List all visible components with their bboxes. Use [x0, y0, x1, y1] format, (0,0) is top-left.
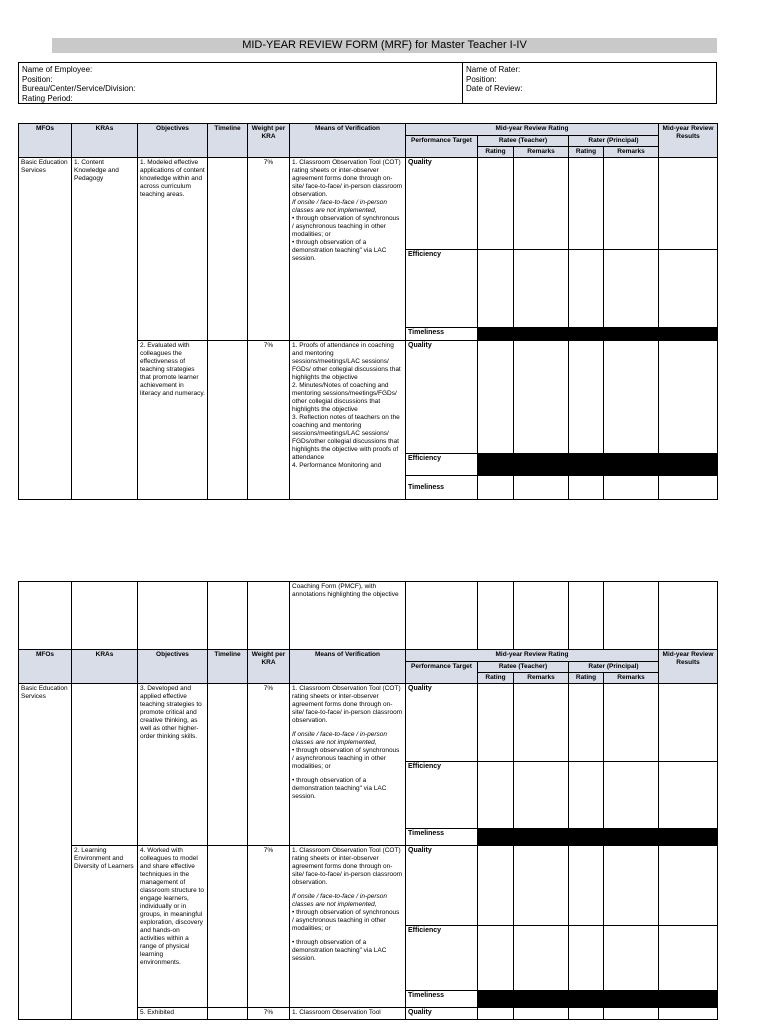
employee-position-label: Position: [22, 74, 53, 84]
target-timeliness: Timeliness [406, 328, 478, 341]
target-quality: Quality [406, 1008, 478, 1020]
target-quality: Quality [406, 846, 478, 926]
header-objectives: Objectives [138, 650, 208, 684]
mov-item: 1. Classroom Observation Tool (COT) rating sheets or inter-observer agreement forms done through on-site/ face-to-face/ in-person classroom observation. [292, 685, 403, 724]
target-quality: Quality [406, 684, 478, 762]
mov-item: 2. Minutes/Notes of coaching and mentoring sessions/meetings/FGDs/ other collegial discussions that highlights the objective [292, 382, 397, 413]
header-results: Mid-year Review Results [659, 124, 718, 158]
target-quality: Quality [406, 158, 478, 250]
header-kras: KRAs [72, 124, 138, 158]
mov-item: • through observation of a demonstration teaching" via LAC session. [292, 239, 387, 262]
header-rater-rating: Rating [569, 147, 604, 158]
review-table-1 [18, 123, 718, 500]
header-rater: Rater (Principal) [569, 136, 659, 147]
mov-item: • through observation of a demonstration teaching" via LAC session. [292, 939, 387, 962]
kra-cell: 2. Learning Environment and Diversity of Learners [72, 846, 138, 1020]
target-quality: Quality [406, 341, 478, 454]
target-efficiency: Efficiency [406, 926, 478, 991]
employee-info-box [18, 62, 717, 104]
mov-item: 1. Proofs of attendance in coaching and mentoring sessions/meetings/LAC sessions/ FGDs/ other collegial discussions that highlights the objective [292, 342, 401, 381]
header-mfos: MFOs [19, 124, 72, 158]
header-midyear-rating: Mid-year Review Rating [406, 124, 659, 136]
review-date-label: Date of Review: [466, 84, 523, 93]
mfo-cell: Basic Education Services [19, 684, 72, 1020]
weight-cell: 7% [248, 158, 290, 341]
header-ratee-remarks: Remarks [514, 673, 569, 684]
header-results: Mid-year Review Results [659, 650, 718, 684]
mov-note: If onsite / face-to-face / in-person classes are not implemented, [292, 199, 388, 214]
header-mfos: MFOs [19, 650, 72, 684]
objective-cell: 1. Modeled effective applications of content knowledge within and across curriculum teaching areas. [138, 158, 208, 341]
mov-cell [290, 341, 406, 500]
target-efficiency: Efficiency [406, 250, 478, 328]
mov-note: If onsite / face-to-face / in-person classes are not implemented, [292, 893, 388, 908]
mov-item: • through observation of synchronous / asynchronous teaching in other modalities; or [292, 909, 400, 932]
target-timeliness: Timeliness [406, 829, 478, 846]
rating-period-label: Rating Period: [22, 93, 73, 103]
header-mov: Means of Verification [290, 650, 406, 684]
header-performance-target: Performance Target [406, 136, 478, 158]
review-table-2 [18, 581, 718, 1020]
mov-continued: Coaching Form (PMCF), with annotations highlighting the objective [290, 582, 406, 650]
mov-cell [290, 158, 406, 341]
kra-cell: 1. Content Knowledge and Pedagogy [72, 158, 138, 500]
weight-cell: 7% [248, 684, 290, 846]
header-rater-rating: Rating [569, 673, 604, 684]
header-weight: Weight per KRA [248, 650, 290, 684]
weight-cell: 7% [248, 846, 290, 1008]
timeline-cell [208, 846, 248, 1008]
rater-name-label: Name of Rater: [466, 65, 521, 74]
header-ratee: Ratee (Teacher) [478, 662, 569, 673]
target-efficiency: Efficiency [406, 454, 478, 476]
objective-cell: 5. Exhibited [138, 1008, 208, 1020]
header-timeline: Timeline [208, 124, 248, 158]
rater-fields [466, 65, 522, 94]
header-rater-remarks: Remarks [604, 147, 659, 158]
bureau-label: Bureau/Center/Service/Division: [22, 84, 136, 93]
objective-cell: 4. Worked with colleagues to model and share effective techniques in the management of classroom structure to engage learners, individually or in groups, in meaningful exploration, discovery and hands-on activities within a range of physical learning environments. [138, 846, 208, 1008]
target-efficiency: Efficiency [406, 762, 478, 829]
mov-item: • through observation of synchronous / asynchronous teaching in other modalities; or [292, 747, 400, 770]
mov-item: 4. Performance Monitoring and [292, 462, 382, 469]
mov-cell: 1. Classroom Observation Tool [290, 1008, 406, 1020]
mov-cell [290, 684, 406, 846]
weight-cell: 7% [248, 341, 290, 500]
mov-note: If onsite / face-to-face / in-person classes are not implemented, [292, 731, 388, 746]
timeline-cell [208, 158, 248, 341]
target-timeliness: Timeliness [406, 991, 478, 1008]
target-timeliness: Timeliness [406, 476, 478, 500]
header-timeline: Timeline [208, 650, 248, 684]
employee-name-label: Name of Employee: [22, 65, 93, 74]
form-title: MID-YEAR REVIEW FORM (MRF) for Master Teacher I-IV [52, 38, 717, 53]
header-midyear-rating: Mid-year Review Rating [406, 650, 659, 662]
kra-cell [72, 684, 138, 846]
header-objectives: Objectives [138, 124, 208, 158]
header-rater-remarks: Remarks [604, 673, 659, 684]
header-ratee-rating: Rating [478, 147, 514, 158]
rater-position-label: Position: [466, 74, 497, 84]
objective-cell: 2. Evaluated with colleagues the effectiveness of teaching strategies that promote learner achievement in literacy and numeracy. [138, 341, 208, 500]
employee-fields [22, 65, 135, 103]
header-weight: Weight per KRA [248, 124, 290, 158]
header-ratee-remarks: Remarks [514, 147, 569, 158]
weight-cell: 7% [248, 1008, 290, 1020]
header-mov: Means of Verification [290, 124, 406, 158]
mov-item: 3. Reflection notes of teachers on the coaching and mentoring sessions/meetings/LAC sessions/ FGDs/other collegial discussions that highlights the objective with proofs of attendance [292, 414, 400, 461]
mov-item: 1. Classroom Observation Tool (COT) rating sheets or inter-observer agreement forms done through on-site/ face-to-face/ in-person classroom observation. [292, 847, 403, 886]
timeline-cell [208, 684, 248, 846]
header-performance-target: Performance Target [406, 662, 478, 684]
mov-item: 1. Classroom Observation Tool (COT) rating sheets or inter-observer agreement forms done through on-site/ face-to-face/ in-person classroom observation. [292, 159, 403, 198]
mov-item: • through observation of a demonstration teaching" via LAC session. [292, 777, 387, 800]
header-rater: Rater (Principal) [569, 662, 659, 673]
header-kras: KRAs [72, 650, 138, 684]
timeline-cell [208, 341, 248, 500]
objective-cell: 3. Developed and applied effective teaching strategies to promote critical and creative thinking, as well as other higher-order thinking skills. [138, 684, 208, 846]
mov-item: • through observation of synchronous / asynchronous teaching in other modalities; or [292, 215, 400, 238]
header-ratee-rating: Rating [478, 673, 514, 684]
mfo-cell: Basic Education Services [19, 158, 72, 500]
mov-cell [290, 846, 406, 1008]
header-ratee: Ratee (Teacher) [478, 136, 569, 147]
